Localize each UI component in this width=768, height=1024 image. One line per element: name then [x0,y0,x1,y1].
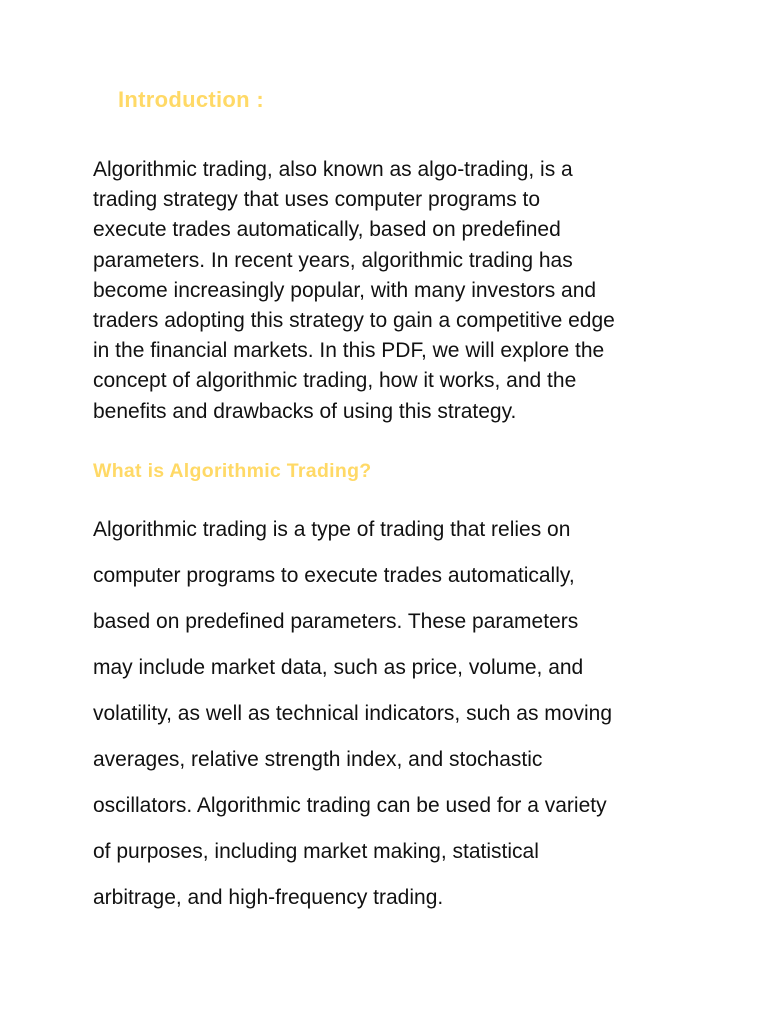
paragraph-line: become increasingly popular, with many investors and [93,278,597,302]
paragraph-line: may include market data, such as price, volume, and [93,656,584,679]
introduction-heading: Introduction : [118,87,264,112]
paragraph-line: benefits and drawbacks of using this strategy. [93,399,517,423]
paragraph-line: oscillators. Algorithmic trading can be used for a variety [93,794,607,817]
paragraph-line: Algorithmic trading is a type of trading that relies on [93,518,571,541]
what-is-paragraph [93,507,688,921]
paragraph-line: volatility, as well as technical indicators, such as moving [93,702,613,725]
paragraph-line: trading strategy that uses computer programs to [93,188,541,212]
paragraph-line: computer programs to execute trades automatically, [93,564,575,587]
paragraph-line: Algorithmic trading, also known as algo-trading, is a [93,158,573,181]
paragraph-line: concept of algorithmic trading, how it works, and the [93,369,577,393]
paragraph-line: averages, relative strength index, and stochastic [93,748,543,771]
introduction-paragraph [93,155,688,427]
paragraph-line: traders adopting this strategy to gain a competitive edge [93,309,615,333]
paragraph-line: based on predefined parameters. These parameters [93,610,579,633]
paragraph-line: in the financial markets. In this PDF, we will explore the [93,339,605,363]
paragraph-line: of purposes, including market making, statistical [93,840,539,863]
paragraph-line: arbitrage, and high-frequency trading. [93,886,444,909]
what-is-algorithmic-trading-heading: What is Algorithmic Trading? [93,460,372,482]
paragraph-line: parameters. In recent years, algorithmic trading has [93,248,573,272]
paragraph-line: execute trades automatically, based on predefined [93,218,561,242]
